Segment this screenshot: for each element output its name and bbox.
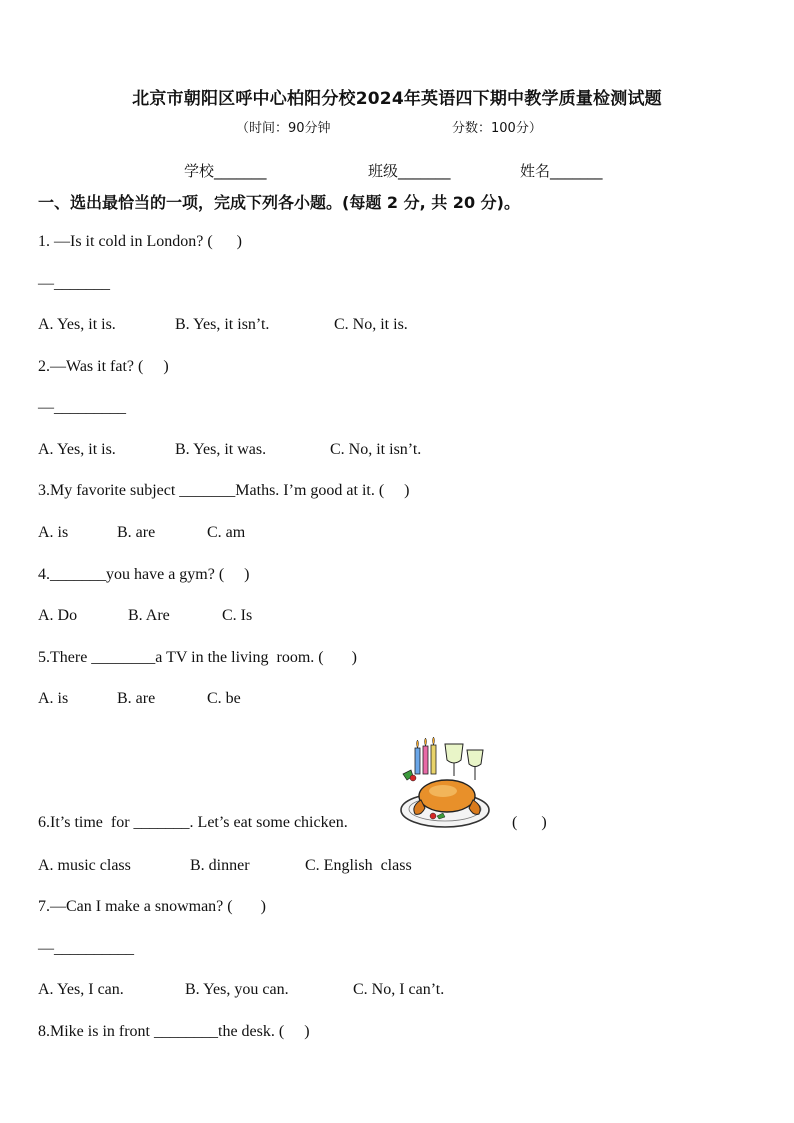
question-3-stem: 3.My favorite subject _______Maths. I’m good at it. ( ) <box>38 482 410 499</box>
question-6-option-b: B. dinner <box>190 857 250 874</box>
name-field: 姓名_______ <box>520 162 603 180</box>
section-heading: 一、选出最恰当的一项，完成下列各小题。(每题 2 分, 共 20 分)。 <box>38 193 520 212</box>
question-2-answer-line: —_________ <box>38 399 126 416</box>
question-3-option-b: B. are <box>117 524 156 541</box>
question-4-option-c: C. Is <box>222 607 253 624</box>
question-2-option-c: C. No, it isn’t. <box>330 441 422 458</box>
question-1-answer-line: —_______ <box>38 275 110 292</box>
question-1-option-c: C. No, it is. <box>334 316 408 333</box>
question-5-option-a: A. is <box>38 690 69 707</box>
roast-chicken-dinner-icon <box>393 736 493 831</box>
question-6-paren: ( ) <box>512 814 547 831</box>
question-2-option-b: B. Yes, it was. <box>175 441 267 458</box>
school-field: 学校_______ <box>184 162 267 180</box>
exam-title: 北京市朝阳区呼中心柏阳分校2024年英语四下期中教学质量检测试题 <box>132 89 662 109</box>
question-4-option-b: B. Are <box>128 607 170 624</box>
question-1-option-a: A. Yes, it is. <box>38 316 116 333</box>
question-4-stem: 4._______you have a gym? ( ) <box>38 566 250 583</box>
exam-score: 分数：100分） <box>452 121 542 136</box>
question-7-option-b: B. Yes, you can. <box>185 981 289 998</box>
question-6-option-c: C. English class <box>305 857 412 874</box>
question-7-option-c: C. No, I can’t. <box>353 981 445 998</box>
class-field: 班级_______ <box>368 162 451 180</box>
question-1-option-b: B. Yes, it isn’t. <box>175 316 270 333</box>
question-4-option-a: A. Do <box>38 607 78 624</box>
question-2-option-a: A. Yes, it is. <box>38 441 116 458</box>
question-6-option-a: A. music class <box>38 857 131 874</box>
question-3-option-a: A. is <box>38 524 69 541</box>
question-1-stem: 1. —Is it cold in London? ( ) <box>38 233 242 250</box>
exam-time: （时间：90分钟 <box>236 121 331 136</box>
question-6-stem: 6.It’s time for _______. Let’s eat some chicken. <box>38 814 348 831</box>
question-8-stem: 8.Mike is in front ________the desk. ( ) <box>38 1023 310 1040</box>
question-5-option-c: C. be <box>207 690 241 707</box>
question-7-option-a: A. Yes, I can. <box>38 981 124 998</box>
question-5-stem: 5.There ________a TV in the living room. ( ) <box>38 649 357 666</box>
question-3-option-c: C. am <box>207 524 246 541</box>
question-7-answer-line: —__________ <box>38 940 134 957</box>
question-7-stem: 7.—Can I make a snowman? ( ) <box>38 898 266 915</box>
question-2-stem: 2.—Was it fat? ( ) <box>38 358 169 375</box>
question-5-option-b: B. are <box>117 690 156 707</box>
